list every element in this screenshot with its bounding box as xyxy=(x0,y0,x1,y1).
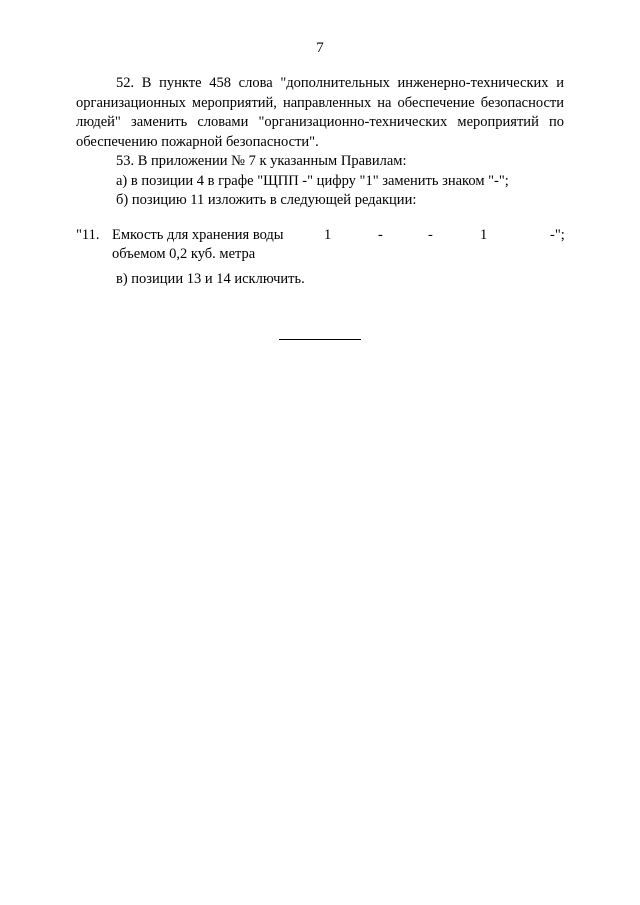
paragraph-item-52: 52. В пункте 458 слова "дополнительных инженерно-технических и организационных мероприятий, направленных на обеспечение безопасности людей" заменить словами "организационно-технических мероприятий по обеспечению пожарной безопасности". xyxy=(76,75,564,150)
end-divider-line xyxy=(279,339,361,340)
paragraph-item-53-v: в) позиции 13 и 14 исключить. xyxy=(116,271,305,287)
row-name: Емкость для хранения воды xyxy=(112,227,284,243)
row-value-1: 1 xyxy=(324,227,332,243)
row-number: "11. xyxy=(76,227,100,243)
row-value-4: 1 xyxy=(480,227,488,243)
paragraph-item-53-intro: 53. В приложении № 7 к указанным Правилам: xyxy=(116,153,407,169)
page-number: 7 xyxy=(316,40,324,56)
row-value-5: -"; xyxy=(550,227,565,243)
row-name-continuation: объемом 0,2 куб. метра xyxy=(112,246,256,262)
row-value-3: - xyxy=(428,227,433,243)
paragraph-item-53-b: б) позицию 11 изложить в следующей редакции: xyxy=(116,192,417,208)
row-value-2: - xyxy=(378,227,383,243)
document-body xyxy=(76,74,564,211)
paragraph-item-53-a: а) в позиции 4 в графе "ЩПП -" цифру "1" заменить знаком "-"; xyxy=(116,172,509,189)
